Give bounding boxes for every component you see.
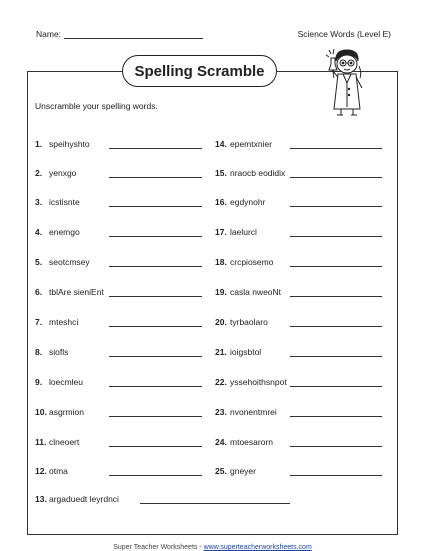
scientist-icon	[323, 47, 371, 117]
scrambled-word: siofls	[49, 347, 69, 357]
item-number: 24.	[215, 437, 227, 447]
answer-blank[interactable]	[290, 356, 382, 357]
item-number: 10.	[35, 407, 47, 417]
scrambled-word: epemtxnier	[230, 139, 273, 149]
scrambled-word: crcpiosemo	[230, 257, 274, 267]
scrambled-word: ioigsbtol	[230, 347, 262, 357]
item-number: 3.	[35, 197, 43, 207]
scrambled-word: mtoesarorn	[230, 437, 273, 447]
level-label: Science Words (Level E)	[297, 29, 391, 39]
answer-blank[interactable]	[290, 296, 382, 297]
answer-blank[interactable]	[290, 326, 382, 327]
item-number: 12.	[35, 466, 47, 476]
item-number: 23.	[215, 407, 227, 417]
answer-blank[interactable]	[109, 266, 202, 267]
footer-text: Super Teacher Worksheets -	[113, 544, 204, 551]
scrambled-word: mteshci	[49, 317, 79, 327]
item-number: 5.	[35, 257, 43, 267]
item-number: 1.	[35, 139, 43, 149]
answer-blank[interactable]	[109, 296, 202, 297]
item-number: 7.	[35, 317, 43, 327]
scrambled-word: casla nweoNt	[230, 287, 282, 297]
answer-blank[interactable]	[290, 177, 382, 178]
item-number: 19.	[215, 287, 227, 297]
item-number: 18.	[215, 257, 227, 267]
scrambled-word: speihyshto	[49, 139, 90, 149]
title-banner	[122, 55, 277, 87]
scrambled-word: gneyer	[230, 466, 256, 476]
item-number: 2.	[35, 168, 43, 178]
answer-blank[interactable]	[109, 386, 202, 387]
scrambled-word: tyrbaolaro	[230, 317, 268, 327]
item-number: 20.	[215, 317, 227, 327]
instructions: Unscramble your spelling words.	[35, 101, 158, 111]
item-number: 4.	[35, 227, 43, 237]
scrambled-word: clneoert	[49, 437, 80, 447]
answer-blank[interactable]	[109, 177, 202, 178]
item-number: 25.	[215, 466, 227, 476]
item-number: 9.	[35, 377, 43, 387]
answer-blank[interactable]	[290, 386, 382, 387]
item-number: 6.	[35, 287, 43, 297]
answer-blank[interactable]	[290, 236, 382, 237]
name-line[interactable]	[64, 38, 203, 39]
answer-blank[interactable]	[290, 475, 382, 476]
item-number: 15.	[215, 168, 227, 178]
item-number: 14.	[215, 139, 227, 149]
name-label: Name:	[36, 29, 62, 39]
answer-blank[interactable]	[290, 416, 382, 417]
scrambled-word: yenxgo	[49, 168, 77, 178]
scrambled-word: icstisnte	[49, 197, 80, 207]
answer-blank[interactable]	[109, 326, 202, 327]
scrambled-word: otmа	[49, 466, 68, 476]
scrambled-word: nvonentmrei	[230, 407, 277, 417]
answer-blank[interactable]	[109, 416, 202, 417]
item-number: 17.	[215, 227, 227, 237]
answer-blank[interactable]	[290, 446, 382, 447]
scrambled-word: nraocb eodidix	[230, 168, 286, 178]
scrambled-word: loecmleu	[49, 377, 84, 387]
answer-blank[interactable]	[109, 356, 202, 357]
scrambled-word: argaduedt leyrdnci	[49, 494, 119, 504]
page-title: Spelling Scramble	[134, 62, 265, 80]
item-number: 11.	[35, 437, 47, 447]
answer-blank[interactable]	[290, 148, 382, 149]
item-number: 8.	[35, 347, 43, 357]
scrambled-word: laelurcl	[230, 227, 257, 237]
answer-blank[interactable]	[290, 206, 382, 207]
scrambled-word: enemgo	[49, 227, 80, 237]
scrambled-word: tblAre sieniEnt	[49, 287, 104, 297]
answer-blank[interactable]	[109, 148, 202, 149]
scrambled-word: asgrmion	[49, 407, 84, 417]
answer-blank[interactable]	[109, 206, 202, 207]
footer-link[interactable]: www.superteacherworksheets.com	[203, 544, 312, 551]
item-number: 21.	[215, 347, 227, 357]
item-number: 16.	[215, 197, 227, 207]
answer-blank[interactable]	[109, 446, 202, 447]
item-number: 13.	[35, 494, 47, 504]
item-number: 22.	[215, 377, 227, 387]
scrambled-word: egdynohr	[230, 197, 266, 207]
answer-blank[interactable]	[109, 475, 202, 476]
scrambled-word: yssehoithsnpot	[230, 377, 287, 387]
answer-blank[interactable]	[109, 236, 202, 237]
scrambled-word: seotcmsey	[49, 257, 90, 267]
answer-blank[interactable]	[290, 266, 382, 267]
answer-blank[interactable]	[140, 503, 290, 504]
